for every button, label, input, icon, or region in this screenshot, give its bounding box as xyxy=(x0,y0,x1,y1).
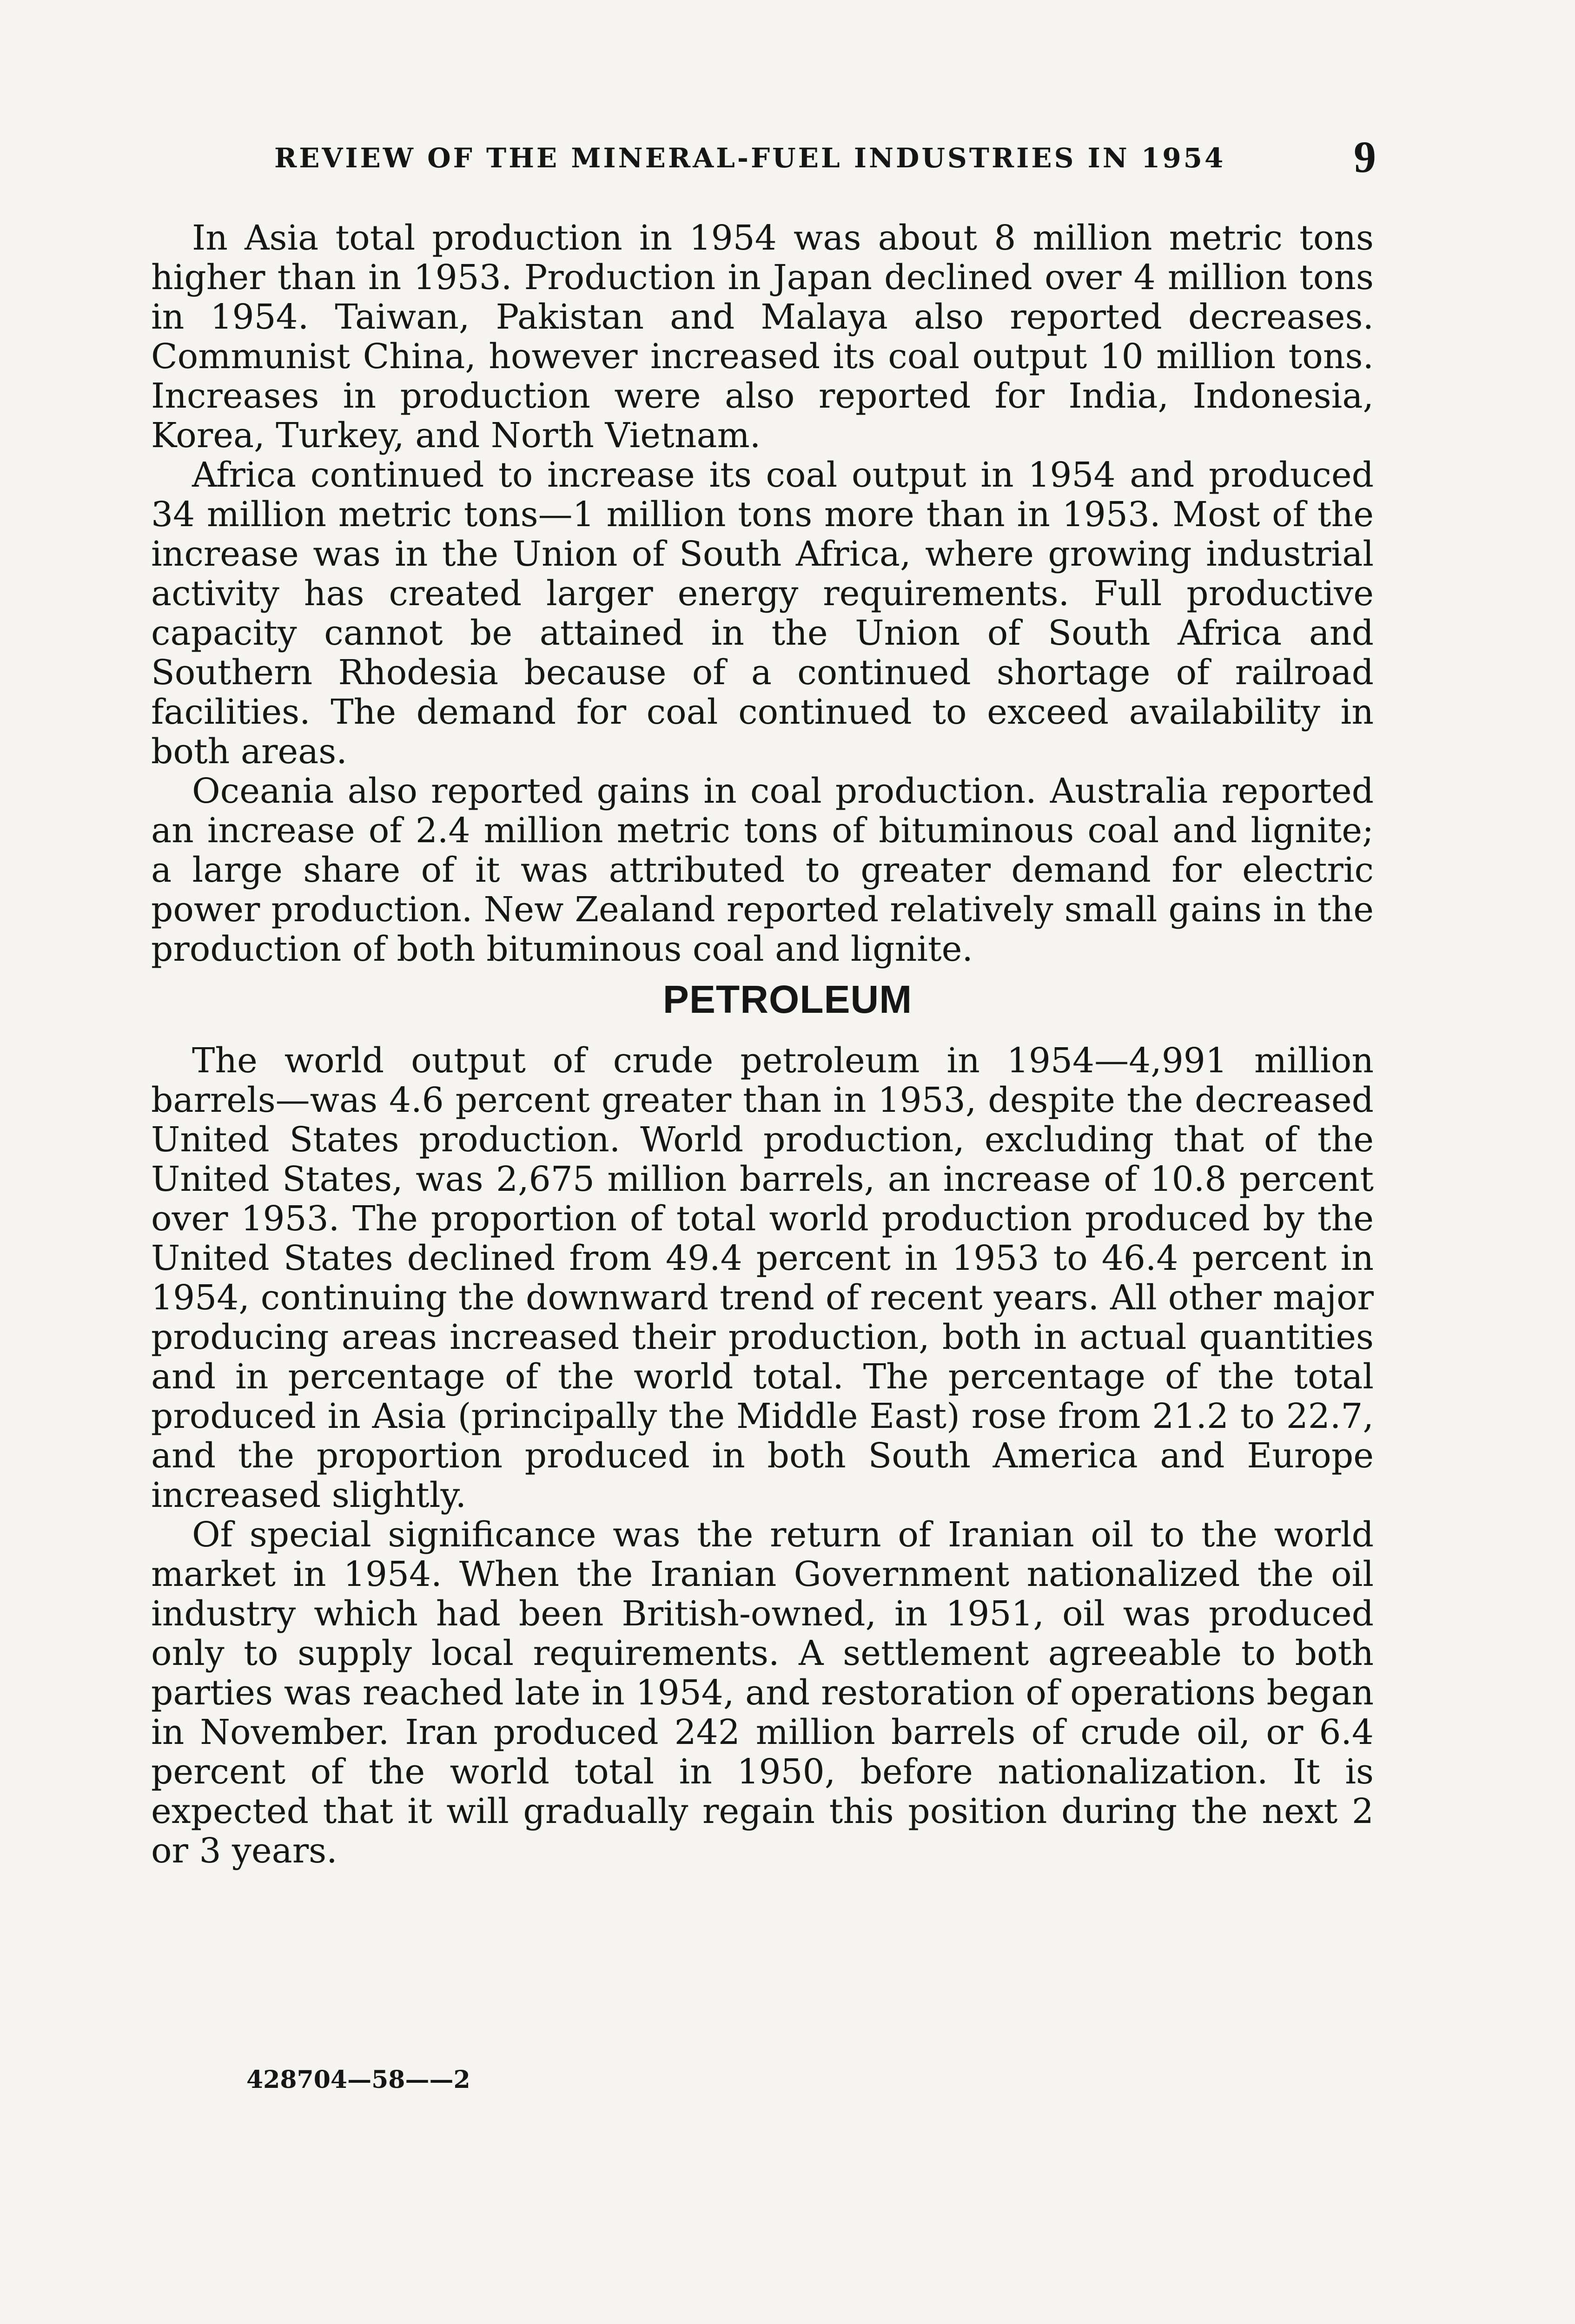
running-title: REVIEW OF THE MINERAL-FUEL INDUSTRIES IN 1954 xyxy=(274,142,1226,174)
section-heading-petroleum: PETROLEUM xyxy=(662,977,913,1021)
paragraph-iranian-oil: Of special significance was the return of Iranian oil to the world market in 1954. When the Iranian Government nationalized the oil industry which had been British-owned, in 1951, oil was produced only to supply local requirements. A settlement agreeable to both parties was reached late in 1954, and restoration of operations began in November. Iran produced 242 million barrels of crude oil, or 6.4 percent of the world total in 1950, before nationalization. It is expected that it will gradually regain this position during the next 2 or 3 years. xyxy=(151,1515,1374,1871)
paragraph-africa: Africa continued to increase its coal output in 1954 and produced 34 million metric tons—1 million tons more than in 1953. Most of the increase was in the Union of South Africa, where growing industrial activity has created larger energy requirements. Full productive capacity cannot be attained in the Union of South Africa and Southern Rhodesia because of a continued shortage of railroad facilities. The demand for coal continued to exceed availability in both areas. xyxy=(151,455,1374,772)
print-code: 428704—58——2 xyxy=(246,2066,470,2094)
coal-section xyxy=(151,218,1374,969)
petroleum-section xyxy=(151,1041,1374,1871)
running-head xyxy=(274,132,1376,182)
paragraph-oceania: Oceania also reported gains in coal production. Australia reported an increase of 2.4 million metric tons of bituminous coal and lignite; a large share of it was attributed to greater demand for electric power production. New Zealand reported relatively small gains in the production of both bituminous coal and lignite. xyxy=(151,771,1374,969)
paragraph-asia: In Asia total production in 1954 was about 8 million metric tons higher than in 1953. Production in Japan declined over 4 million tons in 1954. Taiwan, Pakistan and Malaya also reported decreases. Communist China, however increased its coal output 10 million tons. Increases in production were also reported for India, Indonesia, Korea, Turkey, and North Vietnam. xyxy=(151,218,1374,456)
page-number: 9 xyxy=(1354,132,1376,182)
paragraph-world-output: The world output of crude petroleum in 1954—4,991 million barrels—was 4.6 percent greater than in 1953, despite the decreased United States production. World production, excluding that of the United States, was 2,675 million barrels, an increase of 10.8 percent over 1953. The proportion of total world production produced by the United States declined from 49.4 percent in 1953 to 46.4 percent in 1954, continuing the downward trend of recent years. All other major producing areas increased their production, both in actual quantities and in percentage of the world total. The percentage of the total produced in Asia (principally the Middle East) rose from 21.2 to 22.7, and the proportion produced in both South America and Europe increased slightly. xyxy=(151,1041,1374,1515)
